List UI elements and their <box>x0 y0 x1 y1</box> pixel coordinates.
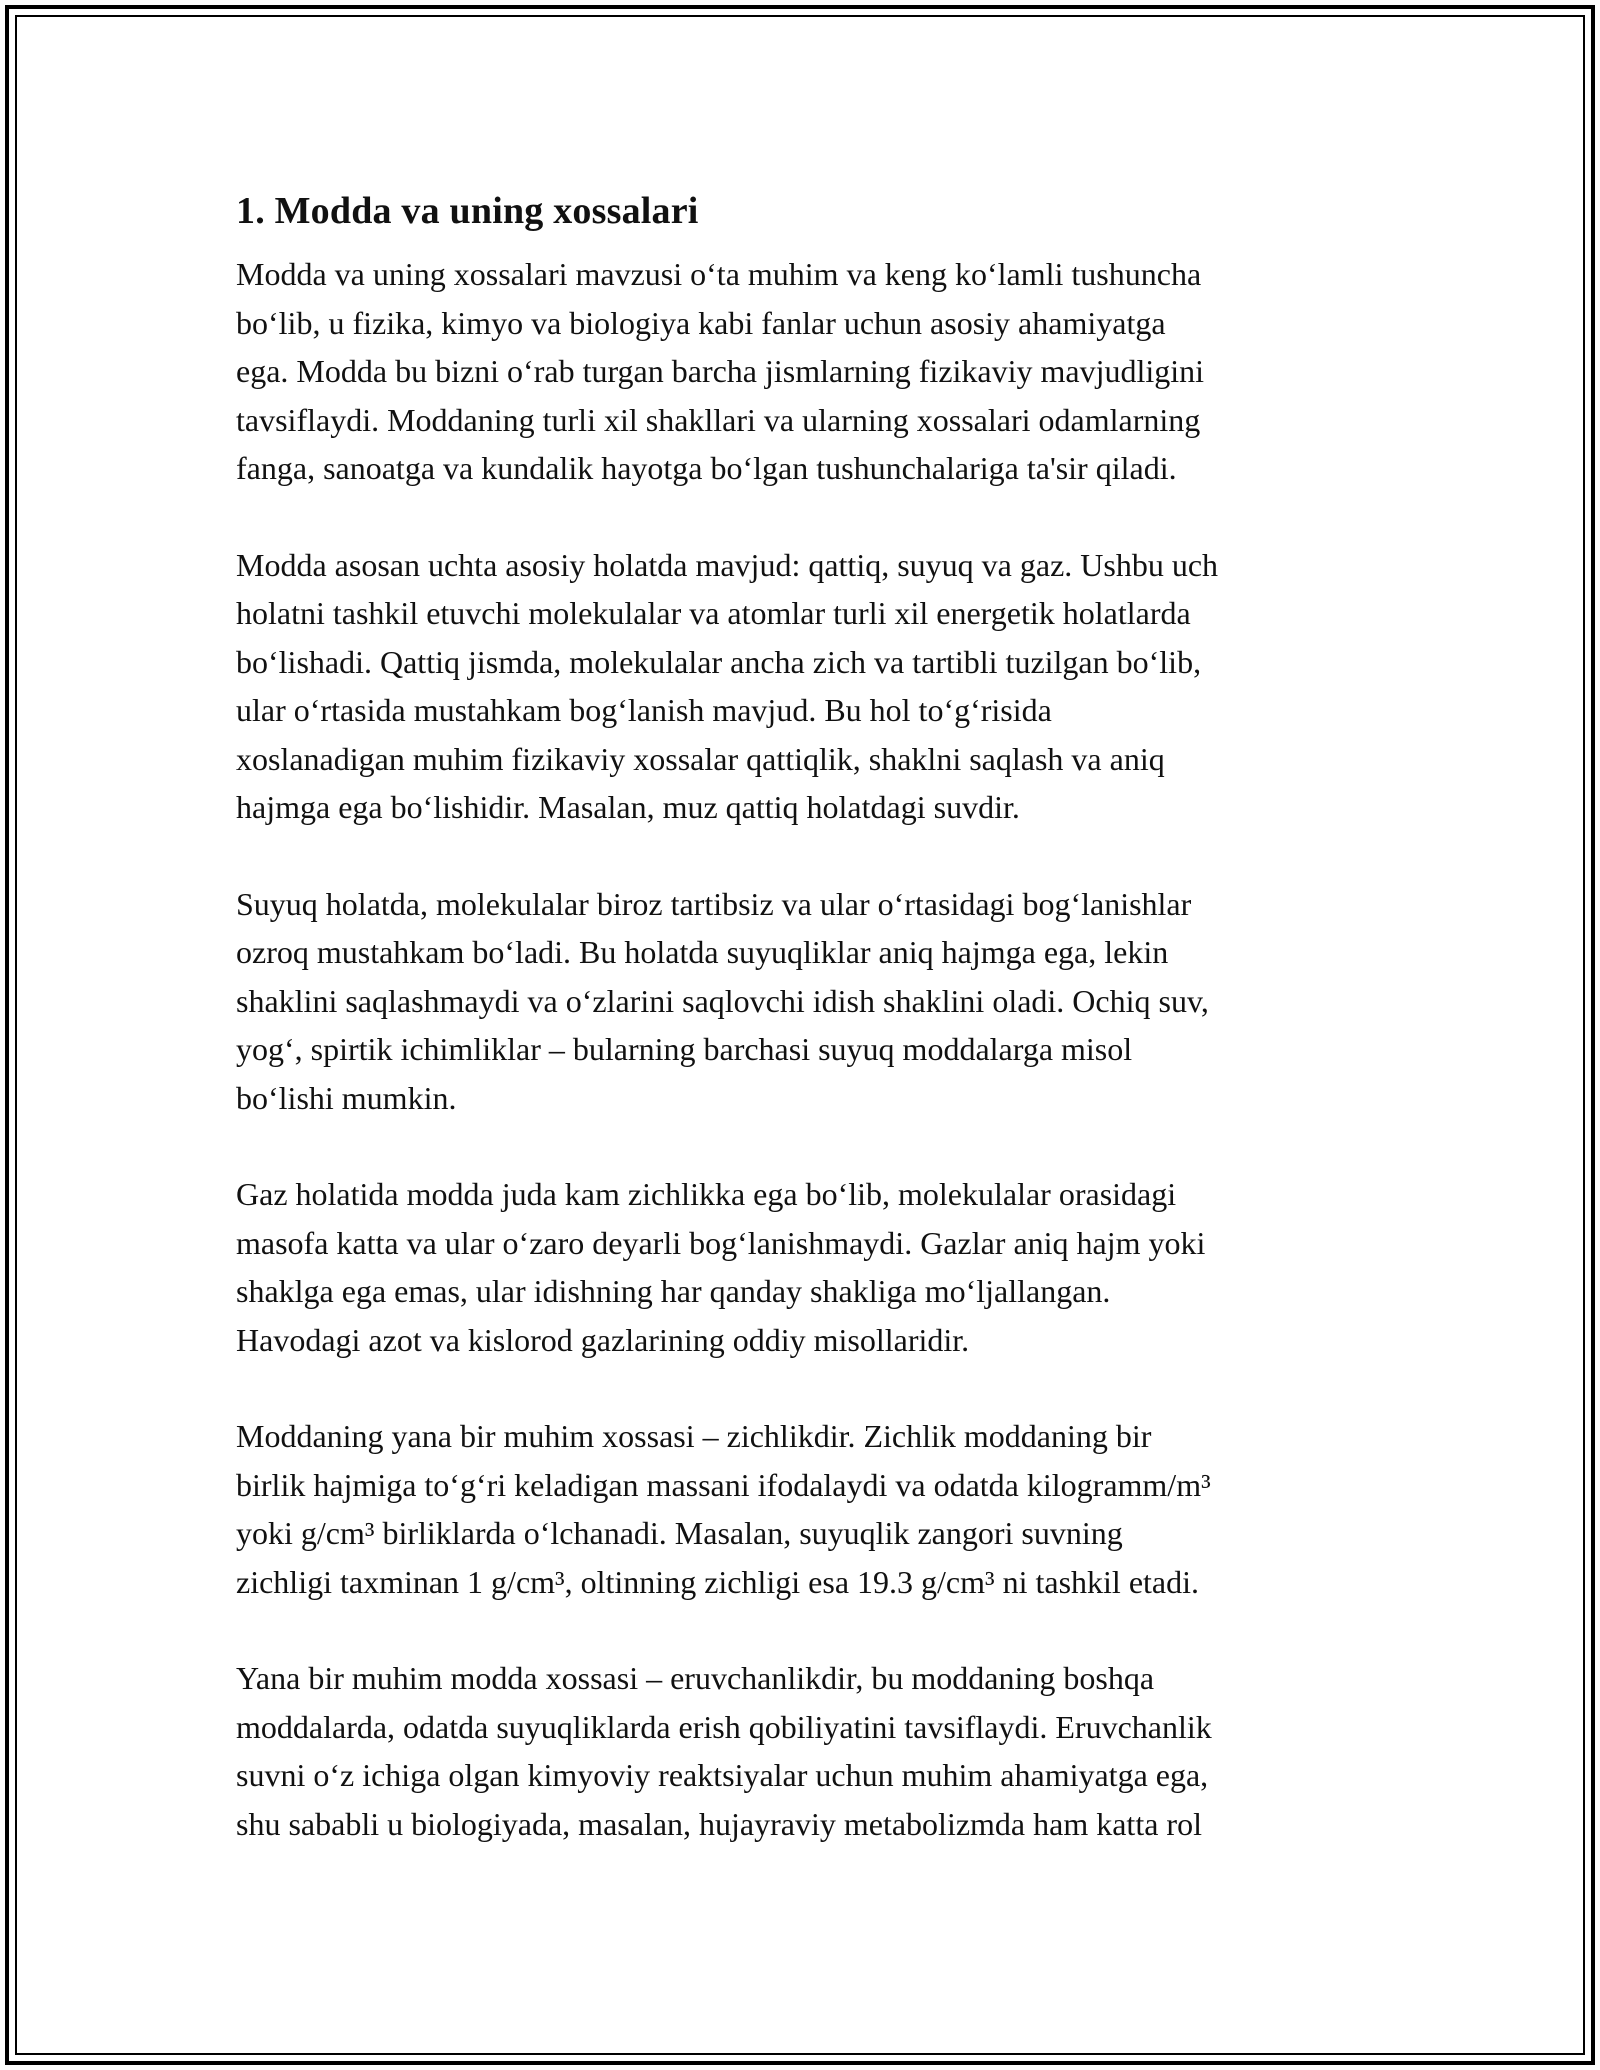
text-line: shaklini saqlashmaydi va o‘zlarini saqlovchi idish shaklini oladi. Ochiq suv, <box>236 982 1209 1019</box>
text-line: hajmga ega bo‘lishidir. Masalan, muz qattiq holatdagi suvdir. <box>236 789 1020 825</box>
text-line: Gaz holatida modda juda kam zichlikka ega bo‘lib, molekulalar orasidagi <box>236 1176 1177 1212</box>
paragraph-liquid <box>236 880 1376 1123</box>
text-line: yog‘, spirtik ichimliklar – bularning barchasi suyuq moddalarga misol <box>236 1031 1133 1067</box>
paragraph-density <box>236 1412 1376 1606</box>
text-line: fanga, sanoatga va kundalik hayotga bo‘lgan tushunchalariga ta'sir qiladi. <box>236 450 1177 486</box>
document-body <box>236 186 1376 1896</box>
text-line: birlik hajmiga to‘g‘ri keladigan massani ifodalaydi va odatda kilogramm/m³ <box>236 1466 1211 1503</box>
text-line: ozroq mustahkam bo‘ladi. Bu holatda suyuqliklar aniq hajmga ega, lekin <box>236 934 1169 970</box>
paragraph-gas <box>236 1170 1376 1364</box>
text-line: zichligi taxminan 1 g/cm³, oltinning zichligi esa 19.3 g/cm³ ni tashkil etadi. <box>236 1563 1199 1600</box>
text-line: suvni o‘z ichiga olgan kimyoviy reaktsiyalar uchun muhim ahamiyatga ega, <box>236 1757 1209 1793</box>
text-line: bo‘lishadi. Qattiq jismda, molekulalar ancha zich va tartibli tuzilgan bo‘lib, <box>236 643 1202 680</box>
text-line: ular o‘rtasida mustahkam bog‘lanish mavjud. Bu hol to‘g‘risida <box>236 692 1052 728</box>
section-heading: 1. Modda va uning xossalari <box>236 190 699 232</box>
text-line: holatni tashkil etuvchi molekulalar va atomlar turli xil energetik holatlarda <box>236 595 1191 631</box>
text-line: moddalarda, odatda suyuqliklarda erish qobiliyatini tavsiflaydi. Eruvchanlik <box>236 1708 1212 1745</box>
text-line: bo‘lishi mumkin. <box>236 1079 457 1116</box>
text-line: bo‘lib, u fizika, kimyo va biologiya kabi fanlar uchun asosiy ahamiyatga <box>236 304 1166 341</box>
text-line: Yana bir muhim modda xossasi – eruvchanlikdir, bu moddaning boshqa <box>236 1660 1155 1696</box>
text-line: Moddaning yana bir muhim xossasi – zichlikdir. Zichlik moddaning bir <box>236 1418 1152 1454</box>
text-line: masofa katta va ular o‘zaro deyarli bog‘lanishmaydi. Gazlar aniq hajm yoki <box>236 1224 1206 1261</box>
text-line: tavsiflaydi. Moddaning turli xil shakllari va ularning xossalari odamlarning <box>236 401 1201 438</box>
paragraph-intro <box>236 250 1376 493</box>
text-line: Suyuq holatda, molekulalar biroz tartibsiz va ular o‘rtasidagi bog‘lanishlar <box>236 885 1192 922</box>
text-line: Modda va uning xossalari mavzusi o‘ta muhim va keng ko‘lamli tushuncha <box>236 256 1202 292</box>
text-line: shu sababli u biologiyada, masalan, hujayraviy metabolizmda ham katta rol <box>236 1805 1202 1842</box>
text-line: Modda asosan uchta asosiy holatda mavjud: qattiq, suyuq va gaz. Ushbu uch <box>236 546 1219 583</box>
text-line: Havodagi azot va kislorod gazlarining oddiy misollaridir. <box>236 1321 970 1358</box>
text-line: yoki g/cm³ birliklarda o‘lchanadi. Masalan, suyuqlik zangori suvning <box>236 1515 1123 1551</box>
paragraph-solubility <box>236 1654 1376 1848</box>
text-line: shaklga ega emas, ular idishning har qanday shakliga mo‘ljallangan. <box>236 1273 1111 1309</box>
paragraph-states-solid <box>236 541 1376 832</box>
text-line: ega. Modda bu bizni o‘rab turgan barcha jismlarning fizikaviy mavjudligini <box>236 353 1205 389</box>
text-line: xoslanadigan muhim fizikaviy xossalar qattiqlik, shaklni saqlash va aniq <box>236 740 1165 777</box>
